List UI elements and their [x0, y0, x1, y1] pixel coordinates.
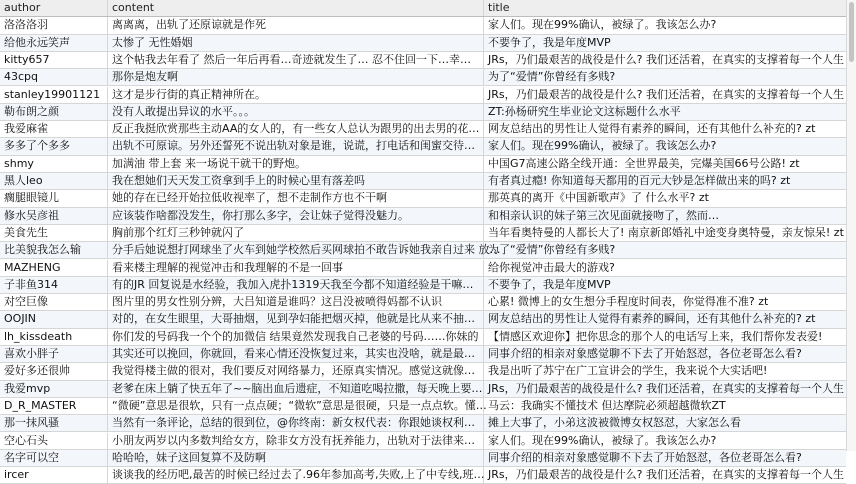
author-cell[interactable]: 美食先生	[0, 225, 108, 241]
title-cell[interactable]: JRs，乃们最艰苦的战役是什么? 我们还活着，在真实的支撑着每一个人生	[488, 52, 844, 66]
title-cell[interactable]: JRs，乃们最艰苦的战役是什么? 我们还活着，在真实的支撑着每一个人生	[488, 381, 844, 395]
title-cell[interactable]: 摊上大事了，小弟这波被微博女权怒怼，大家怎么看	[488, 416, 741, 430]
content-cell[interactable]: 哈哈哈，妹子这回复算不及防啊	[108, 450, 484, 466]
table-row[interactable]	[0, 433, 846, 450]
content-cell[interactable]: 胸前那个红灯三秒钟就闪了	[108, 225, 484, 241]
author-cell[interactable]: 黑人leo	[0, 173, 108, 189]
content-cell[interactable]: 出轨不可原谅。另外还誓死不说出轨对象是谁，说谎，打电话和闺蜜交待…	[108, 138, 484, 154]
author-cell[interactable]: 给他永远笑声	[0, 35, 108, 51]
title-cell[interactable]: JRs，乃们最艰苦的战役是什么? 我们还活着，在真实的支撑着每一个人生	[488, 87, 844, 101]
column-header-title[interactable]: title	[488, 1, 510, 14]
content-cell[interactable]: “微硬”意思是很软，只有一点点硬；“微软”意思是很硬，只是一点点软。懂…	[108, 398, 484, 414]
table-row[interactable]	[0, 17, 846, 34]
content-cell[interactable]: 小朋友两岁以内多数判给女方，除非女方没有抚养能力，出轨对于法律来…	[108, 433, 484, 449]
table-row[interactable]	[0, 294, 846, 311]
table-row[interactable]	[0, 156, 846, 173]
author-cell[interactable]: 那一抹风骚	[0, 415, 108, 431]
title-cell[interactable]: 为了“爱情”你曾经有多贱?	[488, 243, 616, 257]
table-row[interactable]	[0, 450, 846, 467]
table-row[interactable]	[0, 208, 846, 225]
content-cell[interactable]: 老爹在床上躺了快五年了~~脑出血后遗症，不知道吃喝拉撒，每天晚上要…	[108, 381, 484, 397]
column-header-content[interactable]: content	[108, 0, 484, 16]
author-cell[interactable]: shmy	[0, 156, 108, 172]
table-row[interactable]	[0, 346, 846, 363]
table-row[interactable]	[0, 35, 846, 52]
title-cell[interactable]: 心累! 微博上的女生想分手程度时间表，你觉得准不准? zt	[488, 295, 769, 309]
author-cell[interactable]: 名字可以空	[0, 450, 108, 466]
title-cell[interactable]: 不要争了，我是年度MVP	[488, 277, 611, 291]
author-cell[interactable]: 比美貌我怎么输	[0, 242, 108, 258]
table-header-row	[0, 0, 846, 17]
title-cell[interactable]: 家人们。现在99%确认，被绿了。我该怎么办?	[488, 139, 717, 153]
content-cell[interactable]: 当然有一条评论，总结的很到位，@你终南：新女权代表：你跟她谈权利…	[108, 415, 484, 431]
author-cell[interactable]: 空心石头	[0, 433, 108, 449]
content-cell[interactable]: 我觉得楼主做的很对，我们要反对网络暴力，还原真实情况。感觉这就像…	[108, 363, 484, 379]
content-cell[interactable]: 谈谈我的经历吧,最苦的时候已经过去了.96年参加高考,失败,上了中专线,班…	[108, 467, 484, 483]
title-cell[interactable]: 家人们。现在99%确认，被绿了。我该怎么办?	[488, 18, 717, 32]
title-cell[interactable]: 中国G7高速公路全线开通：全世界最美，完爆美国66号公路! zt	[488, 156, 800, 170]
author-cell[interactable]: 修水吴彦祖	[0, 208, 108, 224]
content-cell[interactable]: 你们发的号码我一个个的加微信 结果竟然发现我自己老婆的号码……你妹的	[108, 329, 484, 345]
author-cell[interactable]: 喜欢小胖子	[0, 346, 108, 362]
author-cell[interactable]: 爱好多还很帅	[0, 363, 108, 379]
title-cell[interactable]: ZT:孙杨研究生毕业论文这标题什么水平	[488, 104, 681, 118]
content-cell[interactable]: 太惨了 无性婚姻	[108, 35, 484, 51]
table-row[interactable]	[0, 173, 846, 190]
author-cell[interactable]: 瘸腿眼镜儿	[0, 190, 108, 206]
title-cell[interactable]: 当年看奥特曼的人都长大了! 南京新郎婚礼中途变身奥特曼，亲友惊呆! zt	[488, 225, 844, 239]
title-cell[interactable]: 网友总结出的男性让人觉得有素养的瞬间，还有其他什么补充的? zt	[488, 312, 816, 326]
title-cell[interactable]: 家人们。现在99%确认，被绿了。我该怎么办?	[488, 433, 717, 447]
author-cell[interactable]: 子非鱼314	[0, 277, 108, 293]
author-cell[interactable]: 43cpq	[0, 69, 108, 85]
table-row[interactable]	[0, 69, 846, 86]
table-row[interactable]	[0, 121, 846, 138]
table-row[interactable]	[0, 363, 846, 380]
content-cell[interactable]: 离离离，出轨了还原谅就是作死	[108, 17, 484, 33]
author-cell[interactable]: stanley19901121	[0, 87, 108, 103]
scrollbar-thumb[interactable]	[849, 2, 854, 62]
title-cell[interactable]: 和相亲认识的妹子第三次见面就接吻了，然而…	[488, 208, 719, 222]
table-row[interactable]	[0, 277, 846, 294]
title-cell[interactable]: JRs，乃们最艰苦的战役是什么? 我们还活着，在真实的支撑着每一个人生	[488, 468, 844, 482]
author-cell[interactable]: 我爱麻雀	[0, 121, 108, 137]
content-cell[interactable]: 这个帖我去年看了 然后一年后再看…奇迹就发生了… 忍不住回一下…幸…	[108, 52, 484, 68]
content-cell[interactable]: 那你是炮友啊	[108, 69, 484, 85]
table-row[interactable]	[0, 242, 846, 259]
vertical-scrollbar[interactable]	[846, 0, 856, 451]
author-cell[interactable]: 洛洛洛羽	[0, 17, 108, 33]
title-cell[interactable]: 同事介绍的相亲对象感觉聊不下去了开始怒怼，各位老哥怎么看?	[488, 450, 802, 464]
title-cell[interactable]: 不要争了，我是年度MVP	[488, 35, 611, 49]
table-row[interactable]	[0, 381, 846, 398]
title-cell[interactable]: 有者真过瘾! 你知道每天都用的百元大钞是怎样做出来的吗? zt	[488, 174, 791, 187]
content-cell[interactable]: 应该装作啥都没发生，你打那么多字，会让妹子觉得没魅力。	[108, 208, 484, 224]
title-cell[interactable]: 同事介绍的相亲对象感觉聊不下去了开始怒怼，各位老哥怎么看?	[488, 347, 802, 360]
table-row[interactable]	[0, 52, 846, 69]
table-row[interactable]	[0, 467, 846, 484]
table-row[interactable]	[0, 260, 846, 277]
title-cell[interactable]: 为了“爱情”你曾经有多贱?	[488, 70, 616, 84]
author-cell[interactable]: 对空巨像	[0, 294, 108, 310]
title-cell[interactable]: 那英真的离开《中国新歌声》了 什么水平? zt	[488, 191, 709, 205]
content-cell[interactable]: 我在想她们天天发工资拿到手上的时候心里有落差吗	[108, 173, 484, 189]
title-cell[interactable]: 网友总结出的男性让人觉得有素养的瞬间，还有其他什么补充的? zt	[488, 122, 816, 136]
content-cell[interactable]: 图片里的男女性别分辨，大吕知道是谁吗？这吕没被喷得妈都不认识	[108, 294, 484, 310]
content-cell[interactable]: 看来楼主理解的视觉冲击和我理解的不是一回事	[108, 260, 484, 276]
title-cell[interactable]: 给你视觉冲击最大的游戏?	[488, 260, 615, 274]
title-cell[interactable]: 【情感区欢迎你】把你思念的那个人的电话写上来，我们帮你发表爱!	[488, 329, 823, 343]
author-cell[interactable]: kitty657	[0, 52, 108, 68]
content-cell[interactable]: 对的，在女生眼里，大哥抽烟，见到孕妇能把烟灭掉，他就是比从来不抽…	[108, 311, 484, 327]
content-cell[interactable]: 这才是步行街的真正精神所在。	[108, 87, 484, 103]
table-row[interactable]	[0, 190, 846, 207]
content-cell[interactable]: 加满油 带上套 来一场说干就干的野炮。	[108, 156, 484, 172]
content-cell[interactable]: 反正我挺欣赏那些主动AA的女人的，有一些女人总认为跟男的出去男的花…	[108, 121, 484, 137]
author-cell[interactable]: lh_kissdeath	[0, 329, 108, 345]
table-row[interactable]	[0, 415, 846, 432]
author-cell[interactable]: OOJIN	[0, 311, 108, 327]
author-cell[interactable]: 多多了个多多	[0, 138, 108, 154]
table-row[interactable]	[0, 104, 846, 121]
content-cell[interactable]: 她的存在已经开始拉低收视率了，想不走制作方也不干啊	[108, 190, 484, 206]
title-cell[interactable]: 我是出听了苏宁在广工宣讲会的学生，我来说个大实话吧!	[488, 364, 768, 378]
author-cell[interactable]: ircer	[0, 467, 108, 483]
table-row[interactable]	[0, 329, 846, 346]
table-row[interactable]	[0, 398, 846, 415]
author-cell[interactable]: D_R_MASTER	[0, 398, 108, 414]
author-cell[interactable]: MAZHENG	[0, 260, 108, 276]
table-row[interactable]	[0, 225, 846, 242]
content-cell[interactable]: 其实还可以挽回，你就回，看来心情还没恢复过来，其实也没啥，就是最…	[108, 346, 484, 362]
author-cell[interactable]: 我爱mvp	[0, 381, 108, 397]
author-cell[interactable]: 勒布朗之颜	[0, 104, 108, 120]
column-header-author[interactable]: author	[0, 0, 108, 16]
content-cell[interactable]: 没有人敢提出异议的水平。。。	[108, 104, 484, 120]
table-row[interactable]	[0, 138, 846, 155]
table-row[interactable]	[0, 87, 846, 104]
content-cell[interactable]: 有的JR 回复说是水经验，我加入虎扑1319天我至今都不知道经验是干嘛…	[108, 277, 484, 293]
title-cell[interactable]: 马云：我确实不懂技术 但达摩院必须超越微软ZT	[488, 398, 726, 412]
table-row[interactable]	[0, 311, 846, 328]
content-cell[interactable]: 分手后她说想打网球坐了火车到她学校然后买网球拍不敢告诉她我亲自过来 放…	[108, 242, 484, 258]
